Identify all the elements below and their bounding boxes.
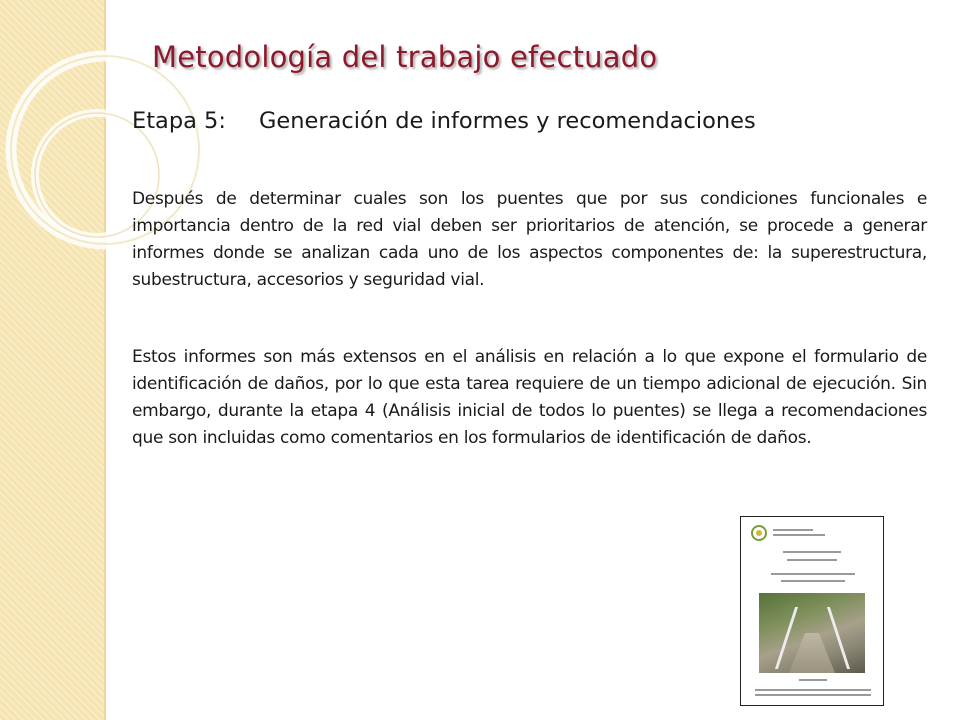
thumb-text-line xyxy=(773,534,825,536)
paragraph-1: Después de determinar cuales son los puentes que por sus condiciones funcionales e importancia dentro de la red vial deben ser prioritarios de atención, se procede a generar informes donde se analizan cada uno de los aspectos componentes de: la superestructura, subestructura, accesorios y seguridad vial. xyxy=(132,189,927,290)
thumb-text-line xyxy=(783,551,841,553)
thumb-text-line xyxy=(773,529,813,531)
thumb-text-line xyxy=(755,689,871,691)
report-cover-thumbnail xyxy=(740,516,884,706)
report-logo-icon xyxy=(751,525,767,541)
heading-label: Etapa 5: xyxy=(132,108,226,134)
heading-text: Generación de informes y recomendaciones xyxy=(259,108,756,134)
thumb-text-line xyxy=(771,573,855,575)
thumb-text-line xyxy=(755,694,871,696)
thumb-text-line xyxy=(787,559,837,561)
thumb-text-line xyxy=(799,679,827,681)
section-heading xyxy=(132,108,756,134)
slide-title: Metodología del trabajo efectuado xyxy=(152,40,658,74)
paragraph-2: Estos informes son más extensos en el análisis en relación a lo que expone el formulario de identificación de daños, por lo que esta tarea requiere de un tiempo adicional de ejecución. Sin embargo, durante la etapa 4 (Análisis inicial de todos lo puentes) se llega a recomendaciones que son incluidas como comentarios en los formularios de identificación de daños. xyxy=(132,347,927,448)
bridge-photo-icon xyxy=(759,593,865,673)
thumb-text-line xyxy=(781,580,845,582)
